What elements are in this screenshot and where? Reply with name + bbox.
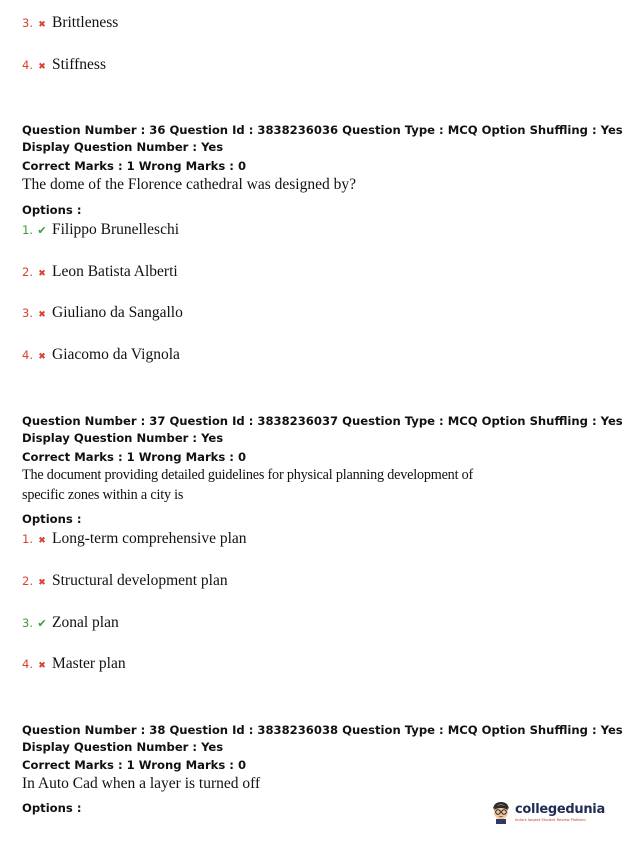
- check-icon: ✔: [37, 617, 47, 630]
- question-display: Display Question Number : Yes: [22, 140, 224, 154]
- option-number: 1.: [22, 532, 33, 546]
- collegedunia-logo: [490, 800, 605, 824]
- check-icon: ✔: [37, 224, 47, 237]
- option-number: 4.: [22, 657, 33, 671]
- option-text: Giacomo da Vignola: [52, 346, 180, 363]
- option-number: 3.: [22, 16, 33, 30]
- options-label: Options :: [22, 203, 82, 217]
- option-text: Master plan: [52, 655, 126, 672]
- cross-icon: ✖: [38, 62, 46, 72]
- option-item: [22, 14, 118, 32]
- option-text: Filippo Brunelleschi: [52, 221, 180, 238]
- cross-icon: ✖: [38, 352, 46, 362]
- cross-icon: ✖: [38, 310, 46, 320]
- option-item: [22, 614, 119, 632]
- cross-icon: ✖: [38, 269, 46, 279]
- cross-icon: ✖: [38, 578, 46, 588]
- question-meta: Question Number : 36 Question Id : 3838236036 Question Type : MCQ Option Shuffling : Yes: [22, 123, 623, 137]
- logo-tagline: India's largest Student Review Platform: [515, 818, 586, 822]
- option-text: Long-term comprehensive plan: [52, 530, 247, 547]
- option-number: 3.: [22, 306, 33, 320]
- question-display: Display Question Number : Yes: [22, 431, 224, 445]
- option-item: [22, 221, 179, 239]
- option-number: 2.: [22, 574, 33, 588]
- option-item: [22, 572, 228, 590]
- option-text: Stiffness: [52, 56, 106, 73]
- question-stem: In Auto Cad when a layer is turned off: [22, 775, 261, 792]
- option-number: 3.: [22, 616, 33, 630]
- option-item: [22, 263, 178, 281]
- options-label: Options :: [22, 512, 82, 526]
- options-label: Options :: [22, 801, 82, 815]
- option-item: [22, 346, 180, 364]
- question-display: Display Question Number : Yes: [22, 740, 224, 754]
- option-number: 1.: [22, 223, 33, 237]
- question-marks: Correct Marks : 1 Wrong Marks : 0: [22, 758, 247, 772]
- question-stem: The dome of the Florence cathedral was designed by?: [22, 176, 356, 193]
- mascot-icon: [490, 800, 512, 824]
- cross-icon: ✖: [38, 20, 46, 30]
- option-text: Leon Batista Alberti: [52, 263, 178, 280]
- cross-icon: ✖: [38, 536, 46, 546]
- option-number: 4.: [22, 348, 33, 362]
- option-number: 4.: [22, 58, 33, 72]
- cross-icon: ✖: [38, 661, 46, 671]
- logo-brand: collegedunia: [515, 802, 605, 817]
- option-number: 2.: [22, 265, 33, 279]
- option-text: Zonal plan: [52, 614, 119, 631]
- question-marks: Correct Marks : 1 Wrong Marks : 0: [22, 450, 247, 464]
- option-text: Brittleness: [52, 14, 119, 31]
- question-stem: specific zones within a city is: [22, 487, 184, 503]
- option-item: [22, 56, 106, 74]
- question-meta: Question Number : 38 Question Id : 3838236038 Question Type : MCQ Option Shuffling : Yes: [22, 723, 623, 737]
- option-item: [22, 304, 183, 322]
- option-text: Giuliano da Sangallo: [52, 304, 183, 321]
- question-stem: The document providing detailed guidelines for physical planning development of: [22, 467, 474, 483]
- option-item: [22, 655, 126, 673]
- option-item: [22, 530, 247, 548]
- question-marks: Correct Marks : 1 Wrong Marks : 0: [22, 159, 247, 173]
- question-meta: Question Number : 37 Question Id : 3838236037 Question Type : MCQ Option Shuffling : Yes: [22, 414, 623, 428]
- option-text: Structural development plan: [52, 572, 228, 589]
